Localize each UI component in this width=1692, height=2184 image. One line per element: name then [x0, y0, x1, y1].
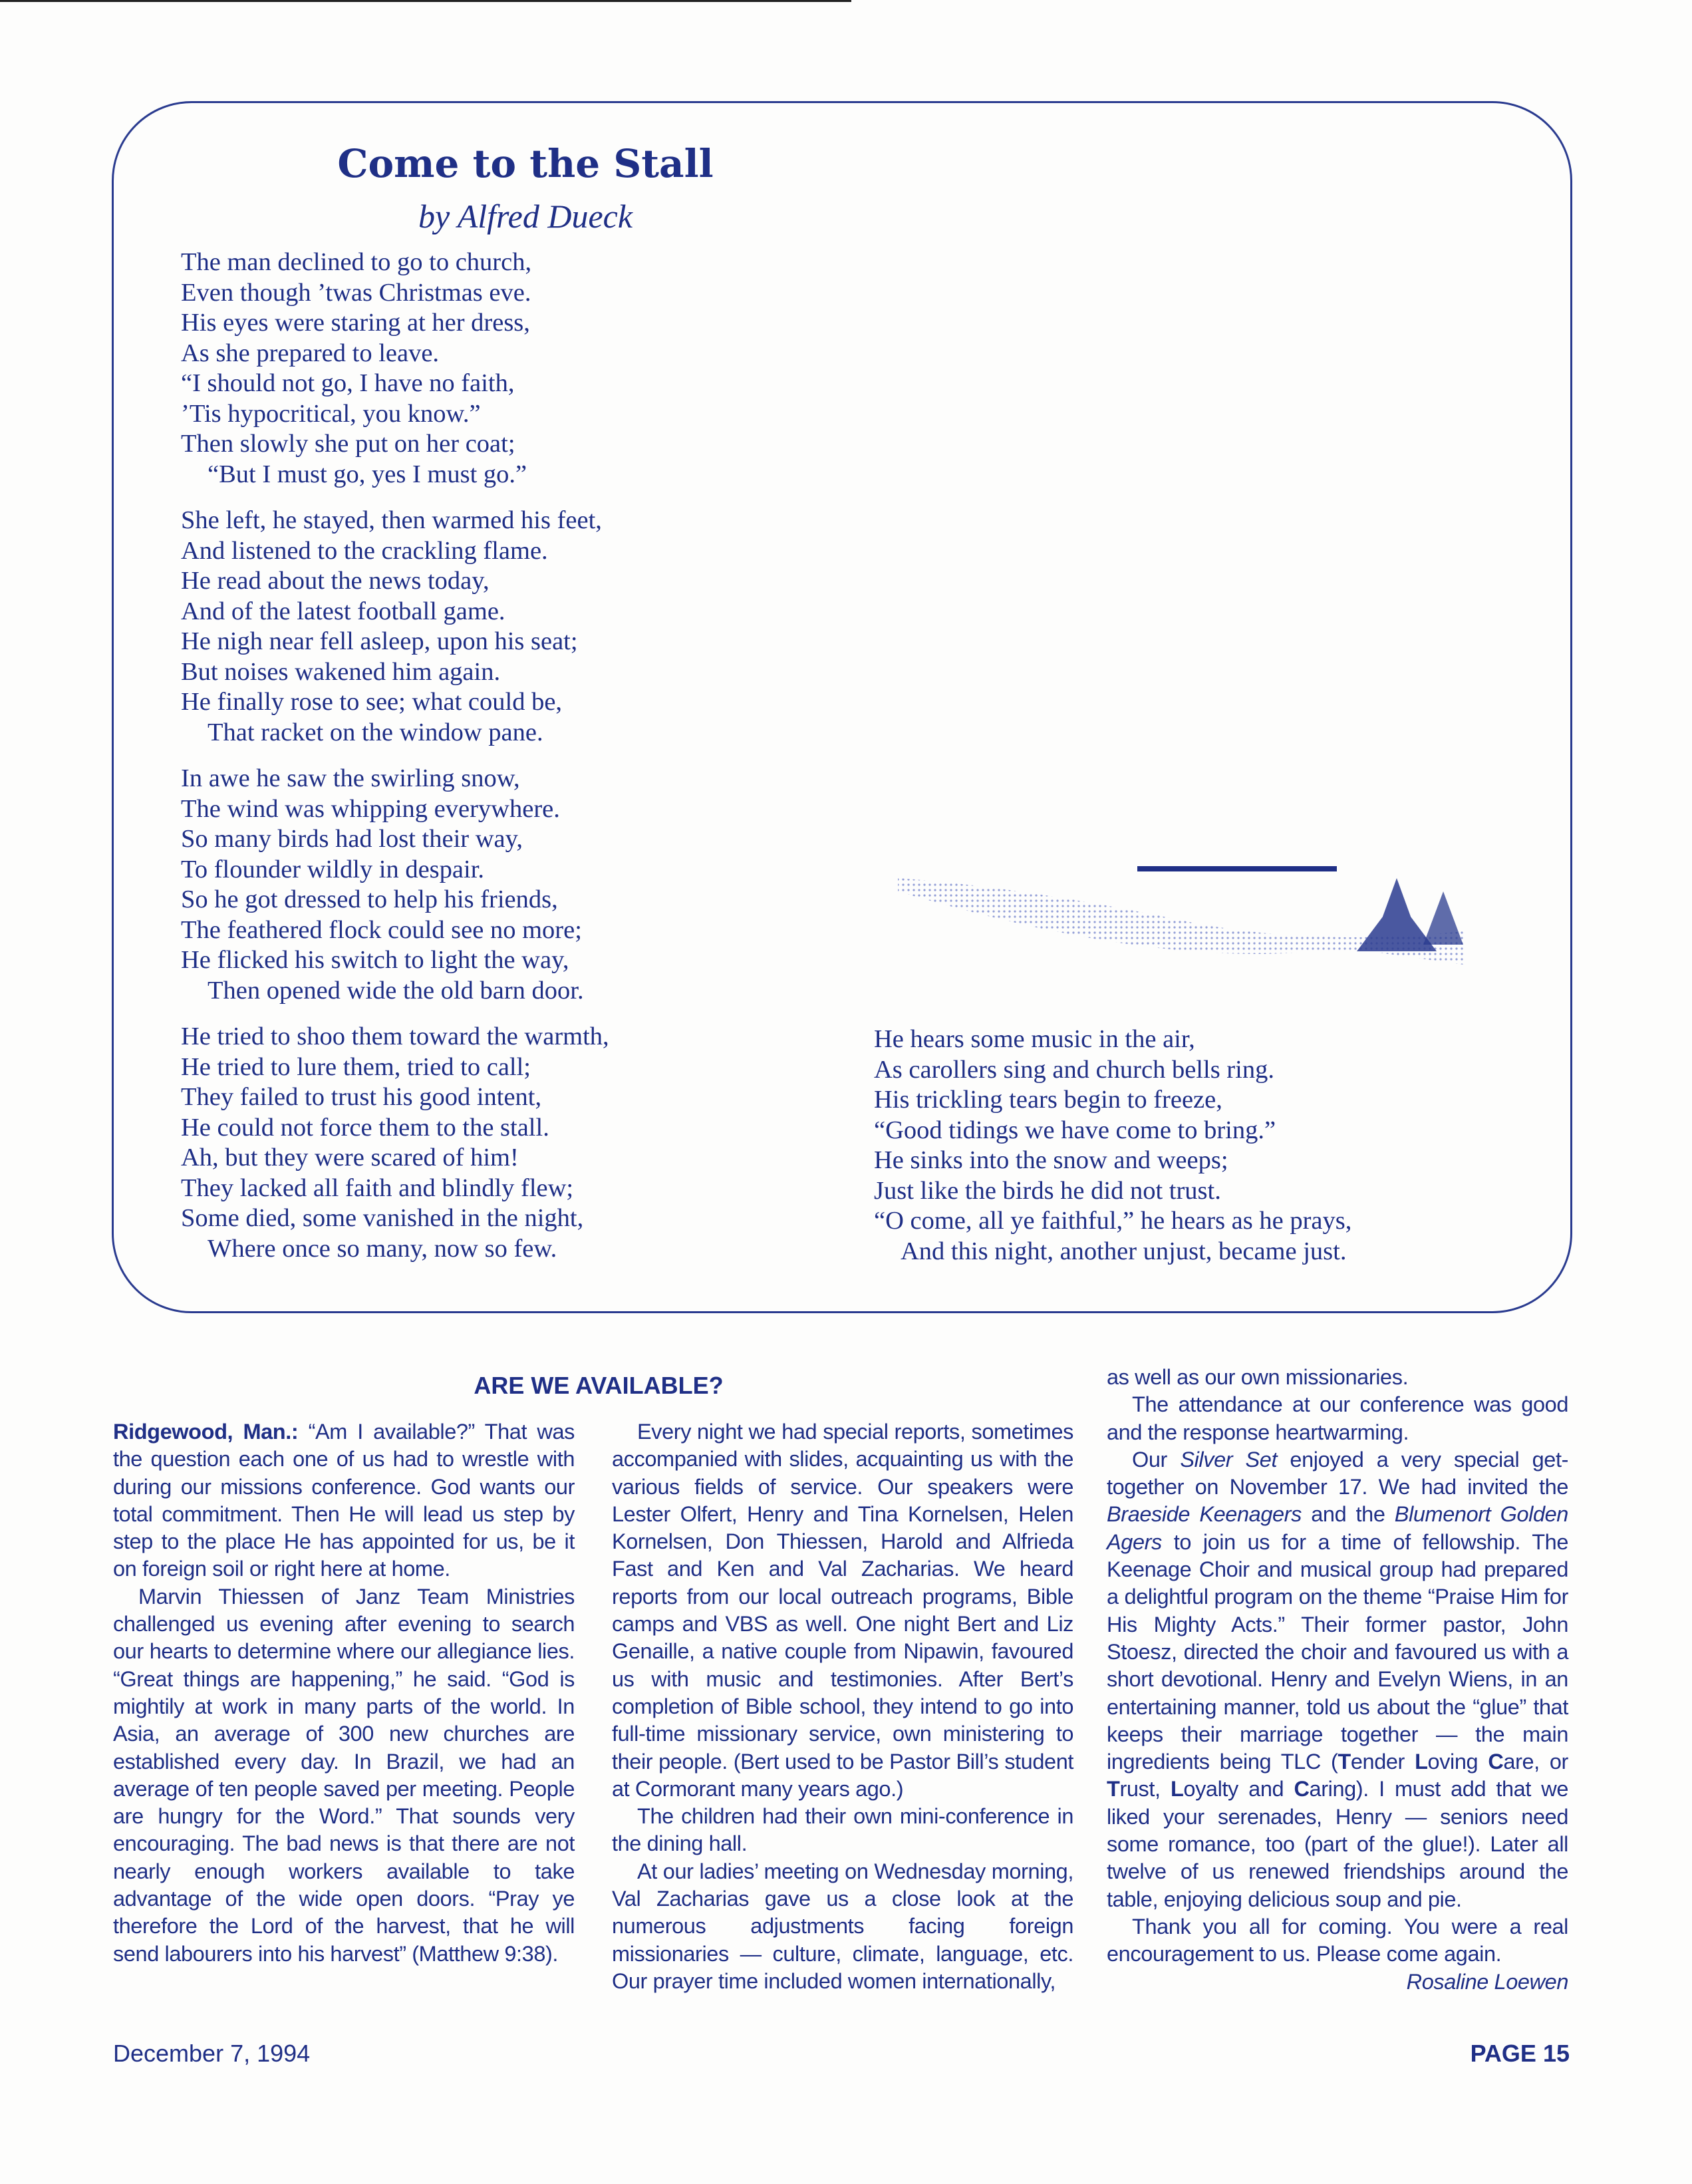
poem-line: They lacked all faith and blindly flew; [181, 1173, 574, 1202]
article-column [1107, 1364, 1568, 1996]
poem-line: Even though ’twas Christmas eve. [181, 278, 531, 307]
pine-tree [1357, 878, 1437, 951]
dateline: Ridgewood, Man.: [113, 1420, 299, 1444]
poem-line: Just like the birds he did not trust. [874, 1176, 1221, 1205]
article-paragraph: Ridgewood, Man.: “Am I available?” That was the question each one of us had to wrestle with during our missions conference. God wants our total commitment. Then He will lead us step by step to the place He has appointed for us, be it on foreign soil or right here at home. [113, 1420, 575, 1581]
poem-line: They failed to trust his good intent, [181, 1083, 542, 1111]
poem-stanza [181, 764, 584, 1006]
article-title: ARE WE AVAILABLE? [474, 1372, 724, 1399]
article-byline: Rosaline Loewen [1406, 1969, 1568, 1994]
poem-line: He flicked his switch to light the way, [181, 946, 569, 974]
poem-line: And of the latest football game. [181, 597, 505, 625]
article-column [113, 1418, 575, 1968]
poem-line: The feathered flock could see no more; [181, 915, 582, 944]
poem-line: She left, he stayed, then warmed his feet, [181, 506, 602, 534]
poem-line: So many birds had lost their way, [181, 825, 523, 853]
poem-line: “I should not go, I have no faith, [181, 369, 515, 397]
poem-title: Come to the Stall [337, 141, 714, 186]
poem-stanza [181, 247, 531, 490]
poem-line: Where once so many, now so few. [208, 1234, 557, 1263]
poem-line: That racket on the window pane. [208, 718, 543, 746]
snow-scene-illustration [891, 852, 1477, 1005]
poem-line: So he got dressed to help his friends, [181, 885, 558, 913]
article-paragraph: as well as our own missionaries. [1107, 1365, 1409, 1389]
poem-line: And this night, another unjust, became just. [901, 1237, 1347, 1265]
poem-line: And listened to the crackling flame. [181, 536, 548, 565]
poem-line: His eyes were staring at her dress, [181, 309, 530, 337]
article-paragraph: Every night we had special reports, sometimes accompanied with slides, acquainting us with the various fields of service. Our speakers were Lester Olfert, Henry and Tina Kornelsen, Helen Kornelsen, Don Thiessen, Harold and Alfrieda Fast and Ken and Val Zacharias. We heard reports from our local outreach programs, Bible camps and VBS as well. One night Bert and Liz Genaille, a native couple from Nipawin, favoured us with music and testimonies. After Bert’s completion of Bible school, they intend to go into full-time missionary service, own ministering to their people. (Bert used to be Pastor Bill’s student at Cormorant many years ago.) [612, 1420, 1073, 1801]
poem-line: He sinks into the snow and weeps; [874, 1146, 1228, 1174]
poem-line: He tried to shoo them toward the warmth, [181, 1022, 609, 1050]
snow-drift [898, 878, 1463, 965]
top-edge-rule [0, 0, 851, 2]
article-paragraph: Marvin Thiessen of Janz Team Ministries challenged us evening after evening to search our hearts to determine where our allegiance lies. “Great things are happening,” he said. “God is mightily at work in many parts of the world. In Asia, an average of 300 new churches are established every day. In Brazil, we had an average of ten people saved per meeting. People are hungry for the Word.” That sounds very encouraging. The bad news is that there are not nearly enough workers available to take advantage of the wide open doors. “Pray ye therefore the Lord of the harvest, that he will send labourers into his harvest” (Matthew 9:38). [113, 1584, 575, 1966]
poem-stanza [181, 506, 602, 748]
poem-stanza [874, 1024, 1351, 1267]
poem-line: Then slowly she put on her coat; [181, 430, 515, 458]
article-column [612, 1418, 1073, 1995]
poem-line: As carollers sing and church bells ring. [874, 1055, 1274, 1084]
article-paragraph: The attendance at our conference was good and the response heartwarming. [1107, 1392, 1568, 1444]
poem-line: He hears some music in the air, [874, 1025, 1195, 1053]
poem-line: His trickling tears begin to freeze, [874, 1086, 1222, 1114]
footer-page-number: PAGE 15 [1470, 2040, 1570, 2067]
poem-line: Ah, but they were scared of him! [181, 1144, 519, 1171]
poem-line: Then opened wide the old barn door. [208, 976, 584, 1005]
poem-stanza [181, 1022, 609, 1264]
poem-line: He could not force them to the stall. [181, 1113, 549, 1142]
poem-line: The wind was whipping everywhere. [181, 794, 560, 823]
footer-date: December 7, 1994 [113, 2040, 311, 2067]
poem-line: Some died, some vanished in the night, [181, 1204, 584, 1232]
poem-author: by Alfred Dueck [418, 198, 633, 235]
article-paragraph: At our ladies’ meeting on Wednesday morning, Val Zacharias gave us a close look at the numerous adjustments facing foreign missionaries — culture, climate, language, etc. Our prayer time included women internationally, [612, 1859, 1073, 1993]
poem-line: He nigh near fell asleep, upon his seat; [181, 627, 578, 655]
poem-line: He read about the news today, [181, 567, 490, 595]
article-paragraph: Our Silver Set enjoyed a very special get-together on November 17. We had invited the Braeside Keenagers and the Blumenort Golden Agers to join us for a time of fellowship. The Keenage Choir and musical group had prepared a delightful program on the theme “Praise Him for His Mighty Acts.” Their former pastor, John Stoesz, directed the choir and favoured us with a short devotional. Henry and Evelyn Wiens, in an entertaining manner, told us about the “glue” that keeps their marriage together — the main ingredients being TLC (Tender Loving Care, or Trust, Loyalty and Caring). I must add that we liked your serenades, Henry — seniors need some romance, too (part of the glue!). Later all twelve of us renewed friendships around the table, enjoying delicious soup and pie. [1107, 1447, 1569, 1911]
poem-line: “But I must go, yes I must go.” [208, 460, 527, 488]
poem-line: He finally rose to see; what could be, [181, 688, 563, 716]
pine-tree [1423, 891, 1463, 945]
poem-line: “Good tidings we have come to bring.” [874, 1116, 1276, 1144]
poem-line: But noises wakened him again. [181, 657, 501, 686]
poem-line: In awe he saw the swirling snow, [181, 764, 520, 792]
article-paragraph: Thank you all for coming. You were a real encouragement to us. Please come again. [1107, 1914, 1568, 1966]
poem-line: “O come, all ye faithful,” he hears as he prays, [874, 1207, 1352, 1235]
poem-line: The man declined to go to church, [181, 248, 532, 276]
horizon-bar [1137, 866, 1337, 871]
poem-line: He tried to lure them, tried to call; [181, 1052, 531, 1081]
poem-line: ’Tis hypocritical, you know.” [181, 399, 481, 428]
poem-line: To flounder wildly in despair. [181, 855, 485, 883]
article-paragraph: The children had their own mini-conference in the dining hall. [612, 1804, 1073, 1856]
poem-line: As she prepared to leave. [181, 339, 440, 367]
